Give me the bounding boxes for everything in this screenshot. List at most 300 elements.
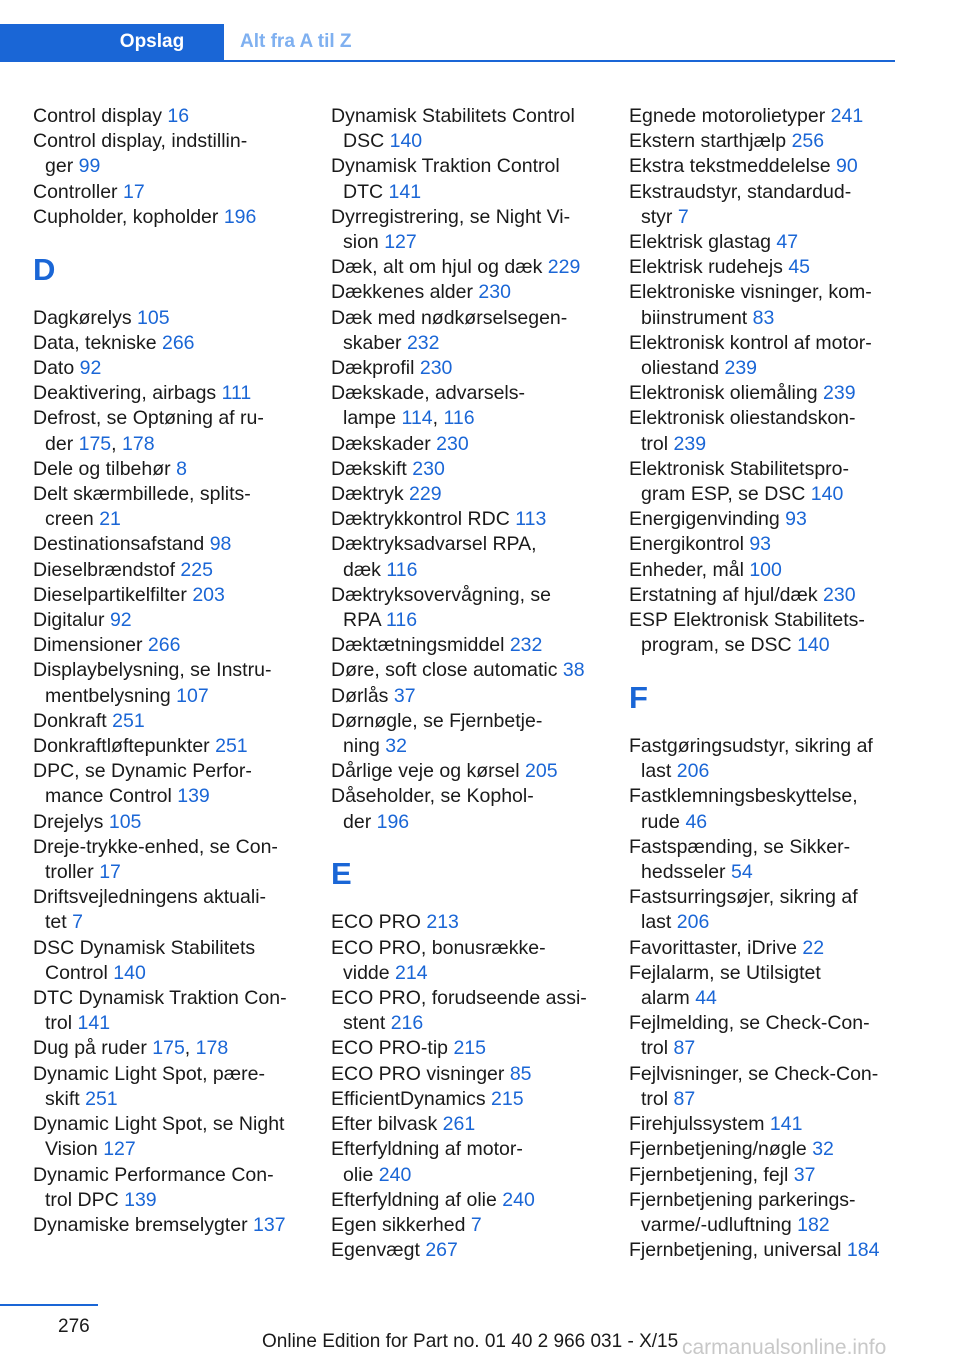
- index-entry: [33, 1062, 323, 1112]
- index-entry-line: [331, 1011, 621, 1036]
- index-entry-line: [331, 709, 621, 734]
- page-link[interactable]: 37: [393, 684, 416, 707]
- page-link[interactable]: 140: [389, 130, 423, 153]
- page-link[interactable]: 215: [491, 1087, 524, 1110]
- index-entry-text: Erstatning af hjul/dæk: [629, 583, 818, 606]
- page-link[interactable]: 16: [167, 105, 190, 127]
- page-link[interactable]: 105: [108, 810, 142, 833]
- index-entry-line: [331, 810, 621, 835]
- index-entry: [33, 1112, 323, 1162]
- index-entry-line: [331, 1137, 621, 1162]
- page-link[interactable]: 137: [253, 1213, 286, 1236]
- index-entry-text: Dynamiske bremselygter: [33, 1213, 248, 1236]
- index-entry: [33, 406, 323, 456]
- index-entry-line: [33, 759, 323, 784]
- page-link[interactable]: 225: [180, 558, 213, 581]
- index-entry-text: Fjernbetjening, universal: [629, 1239, 842, 1262]
- page-link[interactable]: 114: [401, 407, 433, 430]
- page-number: 276: [58, 1316, 90, 1337]
- page-link[interactable]: 267: [425, 1239, 458, 1262]
- page-link[interactable]: 232: [509, 634, 543, 657]
- index-entry-line: [331, 734, 621, 759]
- index-entry-line: [331, 910, 621, 935]
- index-entry-line: [33, 583, 323, 608]
- index-entry-text: Dækkenes alder: [331, 281, 473, 304]
- index-entry-line: [33, 658, 323, 683]
- index-entry-line: [629, 532, 919, 557]
- index-entry-text: Energigenvinding: [629, 508, 780, 531]
- index-entry-text: Ekstra tekstmeddelelse: [629, 155, 831, 178]
- index-entry: [33, 306, 323, 331]
- index-entry: [331, 1213, 621, 1238]
- index-entry-line: [33, 910, 323, 935]
- page-link[interactable]: 251: [112, 709, 145, 732]
- index-entry-line: [33, 482, 323, 507]
- page-link[interactable]: 116: [386, 609, 418, 632]
- index-entry-line: [629, 180, 919, 205]
- index-entry: [629, 961, 919, 1011]
- index-entry-line: [331, 280, 621, 305]
- page-link[interactable]: 7: [470, 1213, 482, 1236]
- index-entry: [331, 633, 621, 658]
- index-entry-line: [33, 104, 323, 129]
- page-link[interactable]: 93: [785, 508, 807, 531]
- page-link[interactable]: 99: [78, 155, 101, 178]
- index-entry-text: vidde: [343, 961, 390, 984]
- index-entry-text: Dato: [33, 357, 75, 379]
- page-link[interactable]: 139: [177, 785, 210, 808]
- index-entry-text: olie: [343, 1163, 374, 1186]
- index-entry-line: [331, 759, 621, 784]
- page-separator: ,: [184, 1037, 196, 1060]
- page-link[interactable]: 32: [812, 1138, 834, 1161]
- page-link[interactable]: 98: [209, 533, 232, 556]
- page-link[interactable]: 213: [426, 911, 459, 934]
- page-link[interactable]: 37: [793, 1163, 816, 1186]
- page-link[interactable]: 21: [99, 508, 121, 531]
- index-entry: [629, 1163, 919, 1188]
- index-entry: [33, 835, 323, 885]
- page-link[interactable]: 44: [695, 987, 717, 1010]
- index-entry-line: [629, 936, 919, 961]
- page-link[interactable]: 100: [749, 558, 782, 581]
- index-entry-line: [331, 608, 621, 633]
- index-entry-text: program, se DSC: [641, 634, 792, 657]
- page-link[interactable]: 140: [113, 961, 146, 984]
- page-link[interactable]: 229: [547, 256, 581, 279]
- page-link[interactable]: 241: [830, 105, 864, 127]
- page-link[interactable]: 175: [78, 432, 112, 455]
- page-link[interactable]: 215: [453, 1037, 486, 1060]
- index-entry-text: Dieselbrændstof: [33, 558, 175, 581]
- index-entry-line: [331, 1188, 621, 1213]
- index-entry-text: trol DPC: [45, 1188, 119, 1211]
- index-entry-text: hedsseler: [641, 861, 726, 884]
- index-entry: [331, 1087, 621, 1112]
- index-entry: [331, 381, 621, 431]
- page-link[interactable]: 92: [79, 357, 102, 379]
- page-link[interactable]: 239: [673, 432, 707, 455]
- page-link[interactable]: 216: [390, 1012, 424, 1035]
- index-entry-text: Dele og tilbehør: [33, 457, 171, 480]
- index-entry-line: [33, 457, 323, 482]
- index-entry-text: Fejlmelding, se Check-Con-: [629, 1012, 870, 1035]
- index-entry-text: Dækskade, advarsels-: [331, 382, 525, 405]
- index-entry-text: Fejlvisninger, se Check-Con-: [629, 1062, 879, 1085]
- index-entry: [629, 1137, 919, 1162]
- index-entry: [33, 1213, 323, 1238]
- section-gap: [331, 898, 621, 911]
- page-link[interactable]: 116: [443, 407, 475, 430]
- index-entry-text: mance Control: [45, 785, 172, 808]
- index-entry-text: Dæktætningsmiddel: [331, 634, 505, 657]
- index-entry-line: [629, 986, 919, 1011]
- index-entry-line: [629, 784, 919, 809]
- index-entry-line: [331, 331, 621, 356]
- index-entry-text: Dynamic Performance Con-: [33, 1163, 274, 1186]
- index-entry-text: Efterfyldning af motor-: [331, 1138, 523, 1161]
- index-entry: [33, 608, 323, 633]
- index-entry-line: [629, 910, 919, 935]
- index-entry-text: Delt skærmbillede, splits-: [33, 483, 251, 506]
- index-entry: [629, 532, 919, 557]
- page-link[interactable]: 7: [677, 205, 689, 228]
- page-link[interactable]: 141: [77, 1012, 111, 1035]
- page-link[interactable]: 87: [673, 1087, 696, 1110]
- index-entry-line: [629, 1087, 919, 1112]
- page-link[interactable]: 239: [823, 382, 856, 405]
- page-link[interactable]: 140: [797, 634, 830, 657]
- index-entry-line: [629, 1163, 919, 1188]
- index-entry: [331, 1188, 621, 1213]
- index-entry: [629, 608, 919, 658]
- index-entry-line: [33, 608, 323, 633]
- index-entry-line: [629, 1036, 919, 1061]
- page-number-rule: [0, 1304, 98, 1306]
- index-entry-text: DTC: [343, 180, 384, 203]
- index-entry-text: Egen sikkerhed: [331, 1213, 466, 1236]
- index-entry-line: [331, 986, 621, 1011]
- page-link[interactable]: 116: [386, 558, 418, 581]
- index-entry-text: Elektronisk oliestandskon-: [629, 407, 856, 430]
- index-entry-line: [331, 1163, 621, 1188]
- index-entry-line: [629, 306, 919, 331]
- index-entry-text: Dyrregistrering, se Night Vi-: [331, 205, 571, 228]
- page-link[interactable]: 266: [147, 634, 181, 657]
- index-entry: [33, 658, 323, 708]
- index-entry-line: [331, 205, 621, 230]
- page-link[interactable]: 184: [846, 1239, 880, 1262]
- index-entry-line: [331, 406, 621, 431]
- index-entry-text: EfficientDynamics: [331, 1087, 486, 1110]
- index-entry-text: Dåseholder, se Kophol-: [331, 785, 534, 808]
- page-link[interactable]: 105: [137, 306, 170, 329]
- footer-edition: Online Edition for Part no. 01 40 2 966 031 - X/15: [262, 1331, 679, 1352]
- index-entry: [331, 356, 621, 381]
- index-entry-text: Fejlalarm, se Utilsigtet: [629, 961, 821, 984]
- page-link[interactable]: 178: [195, 1037, 229, 1060]
- page-link[interactable]: 232: [406, 331, 440, 354]
- index-entry-text: sion: [343, 231, 379, 254]
- index-entry-text: ECO PRO: [331, 911, 421, 934]
- index-entry-text: Dækprofil: [331, 357, 415, 380]
- index-entry: [629, 331, 919, 381]
- index-entry-text: Ekstraudstyr, standardud-: [629, 180, 852, 203]
- page-link[interactable]: 206: [676, 760, 710, 783]
- page-separator: ,: [432, 407, 444, 430]
- index-entry-text: Elektroniske visninger, kom-: [629, 281, 872, 304]
- index-entry: [331, 255, 621, 280]
- index-entry: [629, 885, 919, 935]
- page-link[interactable]: 46: [685, 810, 708, 833]
- index-entry-text: Control display, indstillin-: [33, 130, 248, 153]
- index-entry-text: ECO PRO, forudseende assi-: [331, 987, 587, 1010]
- index-entry-text: Elektrisk rudehejs: [629, 256, 783, 279]
- index-entry: [33, 532, 323, 557]
- index-entry-text: trol: [641, 1037, 669, 1060]
- index-entry-text: Dynamic Light Spot, se Night: [33, 1113, 285, 1136]
- index-entry-text: Dynamic Light Spot, pære-: [33, 1062, 265, 1085]
- index-entry-line: [331, 558, 621, 583]
- index-column-3: [629, 104, 919, 1263]
- index-entry-line: [629, 583, 919, 608]
- index-entry: [629, 734, 919, 784]
- index-entry-line: [629, 558, 919, 583]
- index-entry-text: Controller: [33, 180, 118, 203]
- index-entry: [33, 885, 323, 935]
- index-entry-text: last: [641, 760, 672, 783]
- page-link[interactable]: 92: [109, 609, 132, 632]
- page-link[interactable]: 251: [85, 1087, 118, 1110]
- page-link[interactable]: 261: [442, 1113, 476, 1136]
- index-entry-line: [33, 1163, 323, 1188]
- index-entry-line: [33, 129, 323, 154]
- page-link[interactable]: 230: [419, 357, 453, 380]
- page-link[interactable]: 85: [509, 1062, 532, 1085]
- page-link[interactable]: 38: [562, 659, 585, 682]
- index-entry-line: [33, 1036, 323, 1061]
- index-entry-text: Dreje-trykke-enhed, se Con-: [33, 835, 278, 858]
- index-entry: [33, 129, 323, 179]
- index-entry-text: Donkraftløftepunkter: [33, 735, 210, 758]
- page-link[interactable]: 239: [724, 357, 758, 380]
- page-link[interactable]: 47: [776, 231, 799, 254]
- index-entry: [331, 205, 621, 255]
- page-link[interactable]: 251: [215, 735, 248, 758]
- page-link[interactable]: 141: [388, 180, 422, 203]
- index-entry-text: Elektronisk oliemåling: [629, 382, 818, 405]
- index-entry-text: Egnede motorolietyper: [629, 105, 826, 127]
- index-entry-line: [331, 658, 621, 683]
- index-entry: [629, 381, 919, 406]
- index-entry-line: [629, 1112, 919, 1137]
- index-entry-text: Elektrisk glastag: [629, 231, 771, 254]
- index-entry-text: styr: [641, 205, 673, 228]
- index-entry-text: Egenvægt: [331, 1239, 420, 1262]
- index-entry-line: [331, 961, 621, 986]
- index-entry-text: Energikontrol: [629, 533, 744, 556]
- index-entry: [331, 709, 621, 759]
- index-entry-text: Dårlige veje og kørsel: [331, 760, 520, 783]
- index-entry-text: Dæktrykkontrol RDC: [331, 508, 510, 531]
- index-entry-line: [33, 154, 323, 179]
- index-entry-text: Driftsvejledningens aktuali-: [33, 886, 267, 909]
- page-link[interactable]: 87: [673, 1037, 696, 1060]
- index-entry-line: [331, 507, 621, 532]
- index-entry-line: [629, 482, 919, 507]
- page-link[interactable]: 229: [409, 483, 442, 506]
- index-entry: [331, 1112, 621, 1137]
- index-entry-line: [629, 280, 919, 305]
- index-entry-text: Defrost, se Optøning af ru-: [33, 407, 264, 430]
- page-link[interactable]: 240: [502, 1188, 535, 1211]
- page-link[interactable]: 140: [810, 483, 844, 506]
- tab-alt-fra-a-til-z[interactable]: Alt fra A til Z: [240, 31, 352, 52]
- index-entry-line: [331, 255, 621, 280]
- index-entry-line: [331, 1036, 621, 1061]
- page-link[interactable]: 175: [152, 1037, 185, 1060]
- page-link[interactable]: 141: [769, 1113, 803, 1136]
- index-entry-line: [33, 406, 323, 431]
- index-entry-text: ning: [343, 735, 380, 758]
- index-entry-text: Dæk med nødkørselsegen-: [331, 306, 568, 329]
- page-link[interactable]: 83: [752, 306, 775, 329]
- index-entry: [331, 532, 621, 582]
- page-link[interactable]: 113: [515, 508, 547, 531]
- index-entry: [33, 205, 323, 230]
- index-entry-line: [33, 936, 323, 961]
- index-entry-text: der: [45, 432, 74, 455]
- index-entry-line: [33, 684, 323, 709]
- tab-opslag[interactable]: [0, 24, 224, 60]
- index-entry-line: [331, 684, 621, 709]
- page-link[interactable]: 206: [676, 911, 710, 934]
- index-entry-text: Dynamisk Traktion Control: [331, 155, 560, 178]
- index-entry-text: Control: [45, 961, 108, 984]
- index-entry-text: last: [641, 911, 672, 934]
- index-entry-text: Dækskift: [331, 457, 407, 480]
- page-link[interactable]: 22: [802, 936, 825, 959]
- page-link[interactable]: 8: [176, 457, 187, 480]
- page-link[interactable]: 90: [836, 155, 858, 178]
- page-link[interactable]: 32: [385, 735, 407, 758]
- index-entry-line: [629, 1062, 919, 1087]
- page-link[interactable]: 203: [192, 583, 225, 606]
- index-entry-line: [629, 356, 919, 381]
- page-link[interactable]: 107: [176, 684, 209, 707]
- index-entry-text: Dieselpartikelfilter: [33, 583, 187, 606]
- index-entry-line: [331, 784, 621, 809]
- index-entry-line: [629, 961, 919, 986]
- index-entry-line: [33, 532, 323, 557]
- page-link[interactable]: 205: [525, 760, 558, 783]
- index-entry-line: [629, 1011, 919, 1036]
- index-entry-text: Digitalur: [33, 609, 105, 632]
- section-letter: E: [331, 856, 352, 892]
- page-link[interactable]: 256: [791, 130, 825, 153]
- page-link[interactable]: 93: [749, 533, 772, 556]
- page-link[interactable]: 230: [478, 281, 511, 304]
- page-link[interactable]: 45: [788, 256, 811, 279]
- index-entry-line: [33, 734, 323, 759]
- index-entry: [629, 1062, 919, 1112]
- page-link[interactable]: 240: [378, 1163, 412, 1186]
- page-link[interactable]: 111: [221, 382, 252, 405]
- page-link[interactable]: 214: [395, 961, 428, 984]
- section-gap: [629, 721, 919, 734]
- page-link[interactable]: 139: [124, 1188, 157, 1211]
- index-entry-line: [629, 759, 919, 784]
- index-entry-line: [33, 558, 323, 583]
- page-link[interactable]: 230: [436, 432, 469, 455]
- page-link[interactable]: 230: [823, 583, 856, 606]
- index-entry-text: troller: [45, 861, 94, 884]
- index-entry-line: [33, 1087, 323, 1112]
- index-entry-text: Vision: [45, 1138, 98, 1161]
- page-link[interactable]: 196: [376, 810, 410, 833]
- index-entry: [331, 104, 621, 154]
- index-entry: [33, 759, 323, 809]
- index-entry-line: [629, 205, 919, 230]
- index-entry-text: Ekstern starthjælp: [629, 130, 787, 153]
- index-entry-text: DTC Dynamisk Traktion Con-: [33, 987, 287, 1010]
- page-link[interactable]: 17: [99, 861, 121, 884]
- index-entry: [331, 154, 621, 204]
- page-link[interactable]: 178: [122, 432, 155, 455]
- index-entry-line: [33, 1188, 323, 1213]
- index-entry-text: biinstrument: [641, 306, 748, 329]
- index-entry-text: skift: [45, 1087, 80, 1110]
- page-link[interactable]: 127: [103, 1138, 136, 1161]
- index-entry-text: ESP Elektronisk Stabilitets-: [629, 609, 865, 632]
- index-entry-line: [33, 1062, 323, 1087]
- index-entry-line: [629, 810, 919, 835]
- index-entry-text: trol: [641, 1087, 669, 1110]
- index-entry-line: [33, 205, 323, 230]
- index-entry-text: Deaktivering, airbags: [33, 382, 217, 405]
- page-link[interactable]: 17: [122, 180, 145, 203]
- index-entry-line: [331, 154, 621, 179]
- index-entry-text: Fjernbetjening parkerings-: [629, 1188, 856, 1211]
- index-entry-text: Displaybelysning, se Instru-: [33, 659, 272, 682]
- index-entry: [629, 280, 919, 330]
- section-gap: [33, 293, 323, 306]
- index-entry-text: RPA: [343, 609, 381, 632]
- index-entry: [33, 457, 323, 482]
- index-entry-line: [331, 583, 621, 608]
- index-entry-line: [33, 835, 323, 860]
- index-entry-line: [33, 961, 323, 986]
- page-link[interactable]: 7: [72, 911, 83, 934]
- index-entry-line: [33, 1213, 323, 1238]
- page-link[interactable]: 230: [412, 457, 445, 480]
- index-entry: [331, 986, 621, 1036]
- index-entry-line: [331, 432, 621, 457]
- index-entry-text: Dæk, alt om hjul og dæk: [331, 256, 543, 279]
- index-entry: [629, 1238, 919, 1263]
- index-entry: [33, 633, 323, 658]
- page-link[interactable]: 266: [161, 331, 195, 354]
- page-link[interactable]: 54: [730, 861, 753, 884]
- index-entry-line: [33, 709, 323, 734]
- index-entry-line: [331, 1087, 621, 1112]
- index-entry: [33, 558, 323, 583]
- page-link[interactable]: 182: [797, 1213, 830, 1236]
- index-entry-text: DSC Dynamisk Stabilitets: [33, 936, 256, 959]
- page-link[interactable]: 196: [223, 205, 257, 228]
- index-entry: [331, 658, 621, 683]
- page-link[interactable]: 127: [384, 231, 417, 254]
